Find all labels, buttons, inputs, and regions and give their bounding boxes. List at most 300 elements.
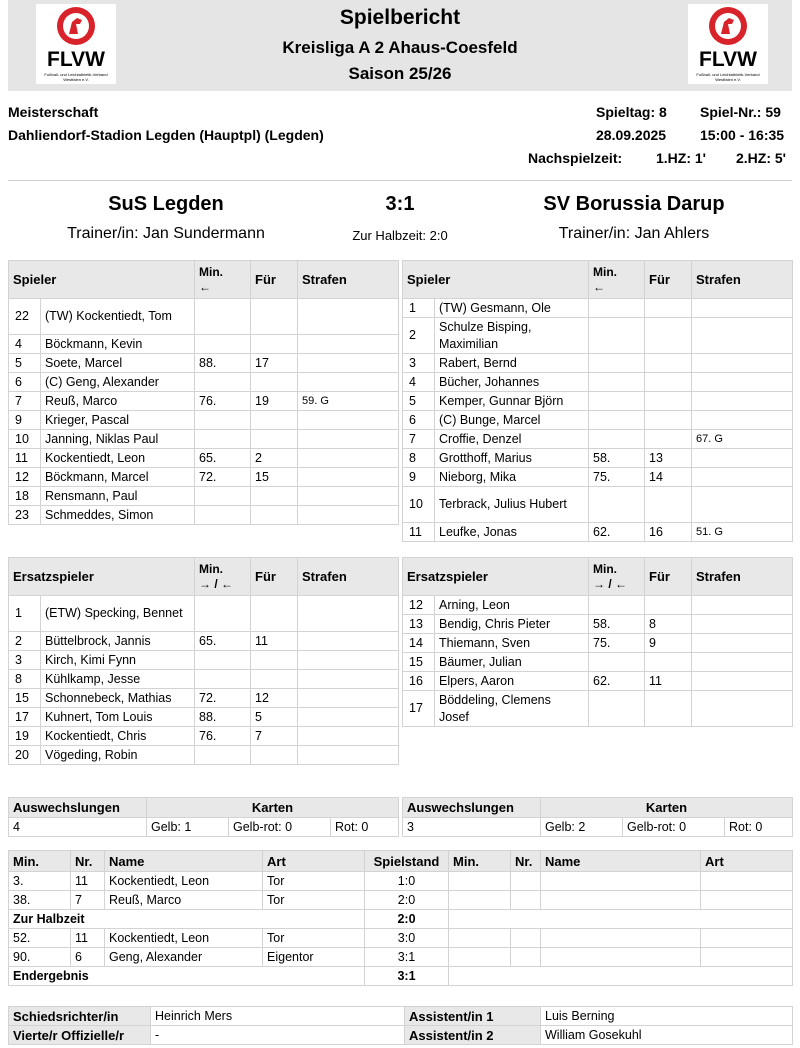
sub-for [251, 411, 298, 430]
player-name: (TW) Kockentiedt, Tom [41, 299, 195, 335]
penalty [298, 487, 399, 506]
sub-minute [195, 596, 251, 632]
sub-minute [589, 596, 645, 615]
player-row [9, 506, 399, 525]
player-row [403, 596, 793, 615]
player-row [9, 487, 399, 506]
player-row [403, 318, 793, 354]
event-empty-cell [541, 929, 701, 948]
penalty: 59. G [298, 392, 399, 411]
penalty [298, 411, 399, 430]
sub-minute: 58. [589, 615, 645, 634]
events-type-header: Art [701, 851, 793, 872]
penalty [298, 651, 399, 670]
event-empty-cell [701, 891, 793, 910]
player-name: Kuhnert, Tom Louis [41, 708, 195, 727]
player-row [9, 596, 399, 632]
event-empty-cell [701, 948, 793, 967]
sub-minute [195, 487, 251, 506]
player-number: 13 [403, 615, 435, 634]
player-name: Krieger, Pascal [41, 411, 195, 430]
penalties-header: Strafen [692, 261, 793, 299]
sub-for: 15 [251, 468, 298, 487]
player-name: Büttelbrock, Jannis [41, 632, 195, 651]
player-row [9, 468, 399, 487]
extra-time-label: Nachspielzeit: [528, 150, 623, 166]
sub-minute: 62. [589, 523, 645, 542]
svg-text:Westfalen e.V.: Westfalen e.V. [715, 77, 741, 82]
sub-minute: 76. [195, 392, 251, 411]
sub-for: 11 [645, 672, 692, 691]
player-name: Böckmann, Marcel [41, 468, 195, 487]
subs-count-header: Auswechslungen [9, 798, 147, 818]
player-number: 2 [403, 318, 435, 354]
player-number: 8 [9, 670, 41, 689]
penalty [298, 430, 399, 449]
event-type: Tor [263, 929, 365, 948]
sub-for [251, 746, 298, 765]
sub-for [645, 691, 692, 727]
penalty [298, 354, 399, 373]
away-subs-table [402, 557, 793, 727]
extra-time-first-half: 1.HZ: 1' [656, 150, 707, 166]
sub-for: 12 [251, 689, 298, 708]
player-row [9, 449, 399, 468]
sub-minute [195, 651, 251, 670]
player-name: Bäumer, Julian [435, 653, 589, 672]
player-number: 10 [403, 487, 435, 523]
events-nr-header: Nr. [511, 851, 541, 872]
away-red: Rot: 0 [725, 818, 793, 837]
event-empty-cell [541, 948, 701, 967]
matchday: Spieltag: 8 [596, 104, 667, 120]
event-empty-cell [541, 891, 701, 910]
match-events-table [8, 850, 793, 986]
event-score: 2:0 [365, 891, 449, 910]
sub-minute: 65. [195, 632, 251, 651]
player-number: 16 [403, 672, 435, 691]
sub-for: 2 [251, 449, 298, 468]
event-empty-cell [449, 967, 793, 986]
player-number: 10 [9, 430, 41, 449]
event-score: 3:0 [365, 929, 449, 948]
player-name: Kemper, Gunnar Björn [435, 392, 589, 411]
player-row [9, 689, 399, 708]
sub-for [251, 596, 298, 632]
penalty [692, 487, 793, 523]
sub-minute [589, 411, 645, 430]
event-player: Kockentiedt, Leon [105, 872, 263, 891]
min-out-header: Min. ← [195, 261, 251, 299]
assistant1-name: Luis Berning [541, 1007, 793, 1026]
event-minute: 38. [9, 891, 71, 910]
cards-header: Karten [147, 798, 399, 818]
assistant2-name: William Gosekuhl [541, 1026, 793, 1045]
player-row [403, 373, 793, 392]
referee-label: Schiedsrichter/in [9, 1007, 151, 1026]
penalty [692, 449, 793, 468]
event-row [9, 872, 793, 891]
report-title: Spielbericht [339, 6, 461, 29]
event-empty-cell [511, 872, 541, 891]
player-number: 4 [403, 373, 435, 392]
away-yellowred: Gelb-rot: 0 [623, 818, 725, 837]
player-number: 9 [403, 468, 435, 487]
home-trainer: Trainer/in: Jan Sundermann [67, 225, 265, 242]
sub-for [645, 392, 692, 411]
penalty [298, 468, 399, 487]
league-name: Kreisliga A 2 Ahaus-Coesfeld [282, 38, 518, 57]
penalty [692, 653, 793, 672]
player-row [9, 651, 399, 670]
player-name: Kockentiedt, Chris [41, 727, 195, 746]
penalty [298, 373, 399, 392]
event-row [9, 929, 793, 948]
sub-minute [589, 299, 645, 318]
sub-for [251, 335, 298, 354]
player-number: 5 [9, 354, 41, 373]
sub-minute [589, 373, 645, 392]
player-row [403, 691, 793, 727]
player-row [403, 430, 793, 449]
event-player: Reuß, Marco [105, 891, 263, 910]
penalty [692, 373, 793, 392]
player-number: 1 [403, 299, 435, 318]
penalty: 51. G [692, 523, 793, 542]
svg-text:FLVW: FLVW [47, 48, 105, 71]
event-empty-cell [449, 891, 511, 910]
penalty [692, 672, 793, 691]
player-row [9, 411, 399, 430]
event-number: 11 [71, 929, 105, 948]
player-row [403, 468, 793, 487]
event-minute: 52. [9, 929, 71, 948]
player-number: 7 [9, 392, 41, 411]
player-name: Böckmann, Kevin [41, 335, 195, 354]
player-row [9, 746, 399, 765]
penalties-header: Strafen [298, 261, 399, 299]
player-number: 3 [403, 354, 435, 373]
assistant1-label: Assistent/in 1 [405, 1007, 541, 1026]
home-subs-count: 4 [9, 818, 147, 837]
match-date: 28.09.2025 [596, 127, 667, 143]
player-name: Kühlkamp, Jesse [41, 670, 195, 689]
venue: Dahliendorf-Stadion Legden (Hauptpl) (Legden) [8, 127, 324, 143]
event-row [9, 948, 793, 967]
sub-minute [589, 653, 645, 672]
sub-for [251, 506, 298, 525]
player-row [403, 392, 793, 411]
officials-table [8, 1006, 793, 1045]
player-name: Janning, Niklas Paul [41, 430, 195, 449]
players-header: Spieler [9, 261, 195, 299]
sub-minute [195, 670, 251, 689]
event-empty-cell [511, 948, 541, 967]
sub-minute: 72. [195, 689, 251, 708]
player-number: 2 [9, 632, 41, 651]
extra-time-second-half: 2.HZ: 5' [736, 150, 787, 166]
sub-for: 13 [645, 449, 692, 468]
sub-for [251, 373, 298, 392]
player-name: Thiemann, Sven [435, 634, 589, 653]
event-empty-cell [701, 929, 793, 948]
sub-for: 17 [251, 354, 298, 373]
subs-header: Ersatzspieler [403, 558, 589, 596]
for-header: Für [251, 558, 298, 596]
min-inout-header: Min. → / ← [195, 558, 251, 596]
penalty [692, 354, 793, 373]
event-empty-cell [449, 910, 793, 929]
for-header: Für [251, 261, 298, 299]
for-header: Für [645, 558, 692, 596]
sub-for [645, 318, 692, 354]
player-name: (C) Geng, Alexander [41, 373, 195, 392]
player-number: 17 [9, 708, 41, 727]
svg-text:FLVW: FLVW [699, 48, 757, 71]
player-name: (TW) Gesmann, Ole [435, 299, 589, 318]
sub-minute: 58. [589, 449, 645, 468]
sub-minute: 76. [195, 727, 251, 746]
player-number: 5 [403, 392, 435, 411]
player-number: 6 [9, 373, 41, 392]
player-row [403, 411, 793, 430]
player-name: Vögeding, Robin [41, 746, 195, 765]
player-name: Kirch, Kimi Fynn [41, 651, 195, 670]
penalty [692, 634, 793, 653]
sub-for: 19 [251, 392, 298, 411]
away-yellow: Gelb: 2 [541, 818, 623, 837]
sub-minute [195, 373, 251, 392]
penalty [298, 506, 399, 525]
penalty [692, 615, 793, 634]
player-number: 18 [9, 487, 41, 506]
halftime-score: Zur Halbzeit: 2:0 [352, 228, 448, 243]
sub-for: 16 [645, 523, 692, 542]
player-name: Bendig, Chris Pieter [435, 615, 589, 634]
penalty [298, 335, 399, 354]
player-row [9, 632, 399, 651]
event-type: Eigentor [263, 948, 365, 967]
svg-text:Fußball- und Leichtathletik-Ve: Fußball- und Leichtathletik-Verband [44, 72, 108, 77]
events-name-header: Name [541, 851, 701, 872]
sub-for: 7 [251, 727, 298, 746]
player-row [9, 430, 399, 449]
player-name: Rensmann, Paul [41, 487, 195, 506]
match-number: Spiel-Nr.: 59 [700, 104, 781, 120]
player-row [403, 672, 793, 691]
event-player: Geng, Alexander [105, 948, 263, 967]
event-empty-cell [701, 872, 793, 891]
match-type: Meisterschaft [8, 104, 99, 120]
event-empty-cell [449, 948, 511, 967]
event-section-label: Zur Halbzeit [9, 910, 365, 929]
sub-for: 8 [645, 615, 692, 634]
sub-for [645, 373, 692, 392]
player-number: 17 [403, 691, 435, 727]
event-number: 7 [71, 891, 105, 910]
player-number: 9 [9, 411, 41, 430]
penalty [692, 596, 793, 615]
penalties-header: Strafen [298, 558, 399, 596]
player-row [9, 392, 399, 411]
event-minute: 3. [9, 872, 71, 891]
event-section-label: Endergebnis [9, 967, 365, 986]
player-name: Grotthoff, Marius [435, 449, 589, 468]
penalty [692, 411, 793, 430]
sub-for [251, 299, 298, 335]
player-number: 19 [9, 727, 41, 746]
min-out-header: Min. ← [589, 261, 645, 299]
match-time: 15:00 - 16:35 [700, 127, 785, 143]
home-subs-table [8, 557, 399, 765]
sub-for [251, 670, 298, 689]
player-row [403, 449, 793, 468]
away-lineup-table [402, 260, 793, 542]
player-row [9, 335, 399, 354]
sub-minute [589, 691, 645, 727]
event-empty-cell [511, 891, 541, 910]
sub-for [645, 487, 692, 523]
player-row [403, 634, 793, 653]
subs-header: Ersatzspieler [9, 558, 195, 596]
player-name: (ETW) Specking, Bennet [41, 596, 195, 632]
penalty [298, 299, 399, 335]
sub-minute [589, 487, 645, 523]
player-number: 15 [403, 653, 435, 672]
assistant2-label: Assistent/in 2 [405, 1026, 541, 1045]
events-min-header: Min. [9, 851, 71, 872]
player-row [9, 354, 399, 373]
final-score: 3:1 [385, 193, 415, 215]
away-team-name: SV Borussia Darup [543, 193, 725, 215]
penalties-header: Strafen [692, 558, 793, 596]
player-name: Nieborg, Mika [435, 468, 589, 487]
sub-for: 9 [645, 634, 692, 653]
cards-header: Karten [541, 798, 793, 818]
sub-for [251, 430, 298, 449]
sub-for [645, 299, 692, 318]
home-team-name: SuS Legden [108, 193, 224, 215]
fourth-official-label: Vierte/r Offizielle/r [9, 1026, 151, 1045]
svg-text:Westfalen e.V.: Westfalen e.V. [63, 77, 89, 82]
penalty [298, 596, 399, 632]
sub-for [645, 653, 692, 672]
penalty [692, 392, 793, 411]
home-lineup-table [8, 260, 399, 525]
player-row [403, 487, 793, 523]
sub-minute: 88. [195, 354, 251, 373]
home-red: Rot: 0 [331, 818, 399, 837]
home-yellowred: Gelb-rot: 0 [229, 818, 331, 837]
sub-for [645, 411, 692, 430]
sub-for: 14 [645, 468, 692, 487]
subs-count-header: Auswechslungen [403, 798, 541, 818]
sub-for: 11 [251, 632, 298, 651]
event-section-score: 3:1 [365, 967, 449, 986]
penalty [298, 689, 399, 708]
events-nr-header: Nr. [71, 851, 105, 872]
player-number: 6 [403, 411, 435, 430]
sub-minute [195, 430, 251, 449]
away-summary-table [402, 797, 793, 837]
penalty [298, 746, 399, 765]
event-section-row [9, 910, 793, 929]
sub-minute: 88. [195, 708, 251, 727]
events-type-header: Art [263, 851, 365, 872]
player-row [9, 727, 399, 746]
flvw-logo [688, 4, 768, 84]
player-number: 11 [9, 449, 41, 468]
sub-for [645, 354, 692, 373]
player-name: Böddeling, Clemens Josef [435, 691, 589, 727]
events-name-header: Name [105, 851, 263, 872]
player-name: Schmeddes, Simon [41, 506, 195, 525]
penalty [298, 670, 399, 689]
player-row [9, 373, 399, 392]
sub-minute [195, 335, 251, 354]
player-row [9, 299, 399, 335]
events-min-header: Min. [449, 851, 511, 872]
player-number: 15 [9, 689, 41, 708]
penalty [692, 691, 793, 727]
event-player: Kockentiedt, Leon [105, 929, 263, 948]
penalty [692, 468, 793, 487]
player-number: 4 [9, 335, 41, 354]
penalty [298, 449, 399, 468]
event-type: Tor [263, 872, 365, 891]
away-trainer: Trainer/in: Jan Ahlers [558, 225, 710, 242]
penalty: 67. G [692, 430, 793, 449]
sub-minute [195, 746, 251, 765]
player-number: 3 [9, 651, 41, 670]
penalty [298, 632, 399, 651]
sub-minute: 72. [195, 468, 251, 487]
event-row [9, 891, 793, 910]
for-header: Für [645, 261, 692, 299]
player-row [403, 299, 793, 318]
players-header: Spieler [403, 261, 589, 299]
player-number: 11 [403, 523, 435, 542]
event-empty-cell [449, 872, 511, 891]
player-name: Arning, Leon [435, 596, 589, 615]
event-number: 11 [71, 872, 105, 891]
svg-text:Fußball- und Leichtathletik-Ve: Fußball- und Leichtathletik-Verband [696, 72, 760, 77]
player-name: Schonnebeck, Mathias [41, 689, 195, 708]
player-number: 8 [403, 449, 435, 468]
penalty [298, 727, 399, 746]
sub-minute [589, 318, 645, 354]
player-row [403, 653, 793, 672]
player-row [9, 670, 399, 689]
player-name: Schulze Bisping, Maximilian [435, 318, 589, 354]
sub-for [645, 430, 692, 449]
player-number: 14 [403, 634, 435, 653]
player-name: Croffie, Denzel [435, 430, 589, 449]
sub-minute: 62. [589, 672, 645, 691]
sub-minute: 75. [589, 468, 645, 487]
home-yellow: Gelb: 1 [147, 818, 229, 837]
player-name: Terbrack, Julius Hubert [435, 487, 589, 523]
player-number: 12 [403, 596, 435, 615]
penalty [692, 299, 793, 318]
player-name: Leufke, Jonas [435, 523, 589, 542]
sub-for [251, 651, 298, 670]
event-number: 6 [71, 948, 105, 967]
sub-minute [195, 506, 251, 525]
player-name: Reuß, Marco [41, 392, 195, 411]
event-minute: 90. [9, 948, 71, 967]
player-number: 12 [9, 468, 41, 487]
